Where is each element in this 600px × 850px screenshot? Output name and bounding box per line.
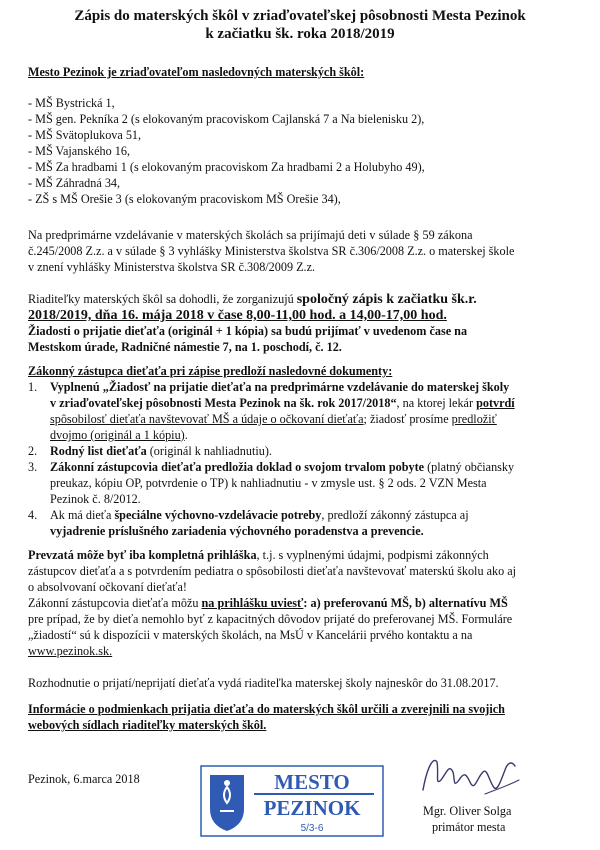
complete-paragraph-line: pre prípad, že by dieťa nemohlo byť z kapacitných dôvodov prijaté do preferovanej MŠ. Formuláre xyxy=(28,612,513,626)
info-line: Informácie o podmienkach prijatia dieťaťa do materských škôl určili a zverejnili na svojich xyxy=(28,702,505,716)
residence-proof-label: Zákonní zástupcovia dieťaťa predložia doklad o svojom trvalom pobyte xyxy=(50,460,425,474)
doc-item-3-line xyxy=(50,476,487,490)
doc-item-1-line xyxy=(50,412,497,426)
enrollment-date-time: 2018/2019, dňa 16. mája 2018 v čase 8,00-11,00 hod. a 14,00-17,00 hod. xyxy=(28,308,447,323)
directors-paragraph-line1 xyxy=(28,292,477,308)
municipal-stamp xyxy=(200,765,384,837)
signature-graphic xyxy=(415,750,525,802)
item-number: 2. xyxy=(28,444,38,458)
doc-item-1-text: , na ktorej lekár xyxy=(396,396,477,410)
doc-item-1-text: . xyxy=(184,428,188,442)
decision-paragraph: Rozhodnutie o prijatí/neprijatí dieťaťa vydá riaditeľka materskej školy najneskôr do 31.08.2017. xyxy=(28,676,499,690)
doc-item-3-text: (platný občiansky xyxy=(424,460,515,474)
stamp-code: 5/3-6 xyxy=(300,823,324,834)
website-link[interactable]: www.pezinok.sk. xyxy=(28,644,113,658)
list-item: - MŠ Vajanského 16, xyxy=(28,144,131,158)
special-needs-label: špeciálne výchovno-vzdelávacie potreby xyxy=(114,508,322,522)
info-line: webových sídlach riaditeľky materských škôl. xyxy=(28,718,267,732)
complete-paragraph-line: o absolvovaní očkovaní dieťaťa! xyxy=(28,580,187,594)
list-item: - MŠ Za hradbami 1 (s elokovaným pracoviskom Za hradbami 2 a Holubyho 49), xyxy=(28,160,425,174)
list-item: - MŠ Bystrická 1, xyxy=(28,96,115,110)
complete-paragraph-text: , t.j. s vyplnenými údajmi, podpismi zákonných xyxy=(256,548,489,562)
doc-item-1-line xyxy=(50,428,188,442)
preferences-label: na prihlášku uviesť xyxy=(201,596,304,610)
list-item: - MŠ Záhradná 34, xyxy=(28,176,121,190)
list-item: - MŠ gen. Pekníka 2 (s elokovaným pracoviskom Cajlanská 7 a Na bielenisku 2), xyxy=(28,112,425,126)
doc-item-4-line: vyjadrenie príslušného zariadenia výchovného poradenstva a prevencie. xyxy=(50,524,424,538)
doc-item-1-line xyxy=(50,396,515,410)
complete-paragraph-line: „žiadostí“ sú k dispozícii v materských školách, na MsÚ v Kancelárii prvého kontaktu a na xyxy=(28,628,473,642)
office-address-line: Mestskom úrade, Radničné námestie 7, na 1. poschodí, č. 12. xyxy=(28,340,342,354)
doc-item-1-submit: predložiť xyxy=(451,412,497,426)
doc-item-1-confirm: potvrdí xyxy=(476,396,515,410)
list-item: - MŠ Svätoplukova 51, xyxy=(28,128,142,142)
document-title-line1: Zápis do materských škôl v zriaďovateľskej pôsobnosti Mesta Pezinok xyxy=(74,8,526,24)
item-number: 4. xyxy=(28,508,38,522)
documents-heading: Zákonný zástupca dieťaťa pri zápise predloží nasledovné dokumenty: xyxy=(28,364,393,378)
complete-application-label: Prevzatá môže byť iba kompletná prihláška xyxy=(28,548,257,562)
doc-item-2-text: (originál k nahliadnutiu). xyxy=(146,444,272,458)
place-and-date: Pezinok, 6.marca 2018 xyxy=(28,772,140,786)
doc-item-1-form-name: v zriaďovateľskej pôsobnosti Mesta Pezinok na šk. rok 2017/2018“ xyxy=(50,396,397,410)
doc-item-1-text: ; žiadosť prosíme xyxy=(363,412,452,426)
item-number: 3. xyxy=(28,460,38,474)
signature xyxy=(415,750,525,802)
joint-enrollment-label: spoločný zápis k začiatku šk.r. xyxy=(296,292,477,307)
law-paragraph-line: v znení vyhlášky Ministerstva školstva SR č.308/2009 Z.z. xyxy=(28,260,316,274)
document-title-line2: k začiatku šk. roka 2018/2019 xyxy=(205,26,395,42)
list-item: - ZŠ s MŠ Orešie 3 (s elokovaným pracoviskom MŠ Orešie 34), xyxy=(28,192,341,206)
directors-intro: Riaditeľky materských škôl sa dohodli, že zorganizujú xyxy=(28,292,297,306)
doc-item-1-line: Vyplnenú „Žiadosť na prijatie dieťaťa na predprimárne vzdelávanie do materskej školy xyxy=(50,380,510,394)
item-number: 1. xyxy=(28,380,38,394)
doc-item-3-text: v zmysle ust. § 2 ods. 2 VZN Mesta xyxy=(311,476,487,490)
complete-paragraph-line xyxy=(28,548,489,562)
doc-item-3-line xyxy=(50,460,514,474)
complete-paragraph-line: zástupcov dieťaťa a s potvrdením pediatra o spôsobilosti dieťaťa navštevovať materskú školu ako aj xyxy=(28,564,517,578)
doc-item-4-text: , predloží zákonný zástupca aj xyxy=(321,508,469,522)
signer-title: primátor mesta xyxy=(432,820,506,834)
complete-paragraph-text: Zákonní zástupcovia dieťaťa môžu xyxy=(28,596,202,610)
doc-item-4-text: Ak má dieťa xyxy=(50,508,115,522)
stamp-line1: MESTO xyxy=(274,770,350,794)
founder-heading: Mesto Pezinok je zriaďovateľom nasledovných materských škôl: xyxy=(28,65,365,79)
birth-certificate-label: Rodný list dieťaťa xyxy=(50,444,147,458)
complete-paragraph-line xyxy=(28,596,508,610)
doc-item-1-copies: dvojmo (originál a 1 kópiu) xyxy=(50,428,185,442)
stamp-line2: PEZINOK xyxy=(263,796,361,820)
applications-line: Žiadosti o prijatie dieťaťa (originál + 1 kópia) sa budú prijímať v uvedenom čase na xyxy=(28,324,468,338)
signer-name: Mgr. Oliver Solga xyxy=(423,804,512,818)
doc-item-4-line xyxy=(50,508,469,522)
doc-item-1-fitness: spôsobilosť dieťaťa navštevovať MŠ a údaje o očkovaní dieťaťa xyxy=(50,412,364,426)
doc-item-3-line: Pezinok č. 8/2012. xyxy=(50,492,141,506)
doc-item-2 xyxy=(50,444,272,458)
stamp-graphic xyxy=(200,765,384,837)
law-paragraph-line: Na predprimárne vzdelávanie v materských školách sa prijímajú deti v súlade § 59 zákona xyxy=(28,228,473,242)
preferences-options: : a) preferovanú MŠ, b) alternatívu MŠ xyxy=(303,596,508,610)
doc-item-3-text: preukaz, kópiu OP, potvrdenie o TP) k nahliadnutiu - xyxy=(50,476,312,490)
law-paragraph-line: č.245/2008 Z.z. a v súlade § 3 vyhlášky Ministerstva školstva SR č.306/2008 Z.z. o materskej škole xyxy=(28,244,515,258)
